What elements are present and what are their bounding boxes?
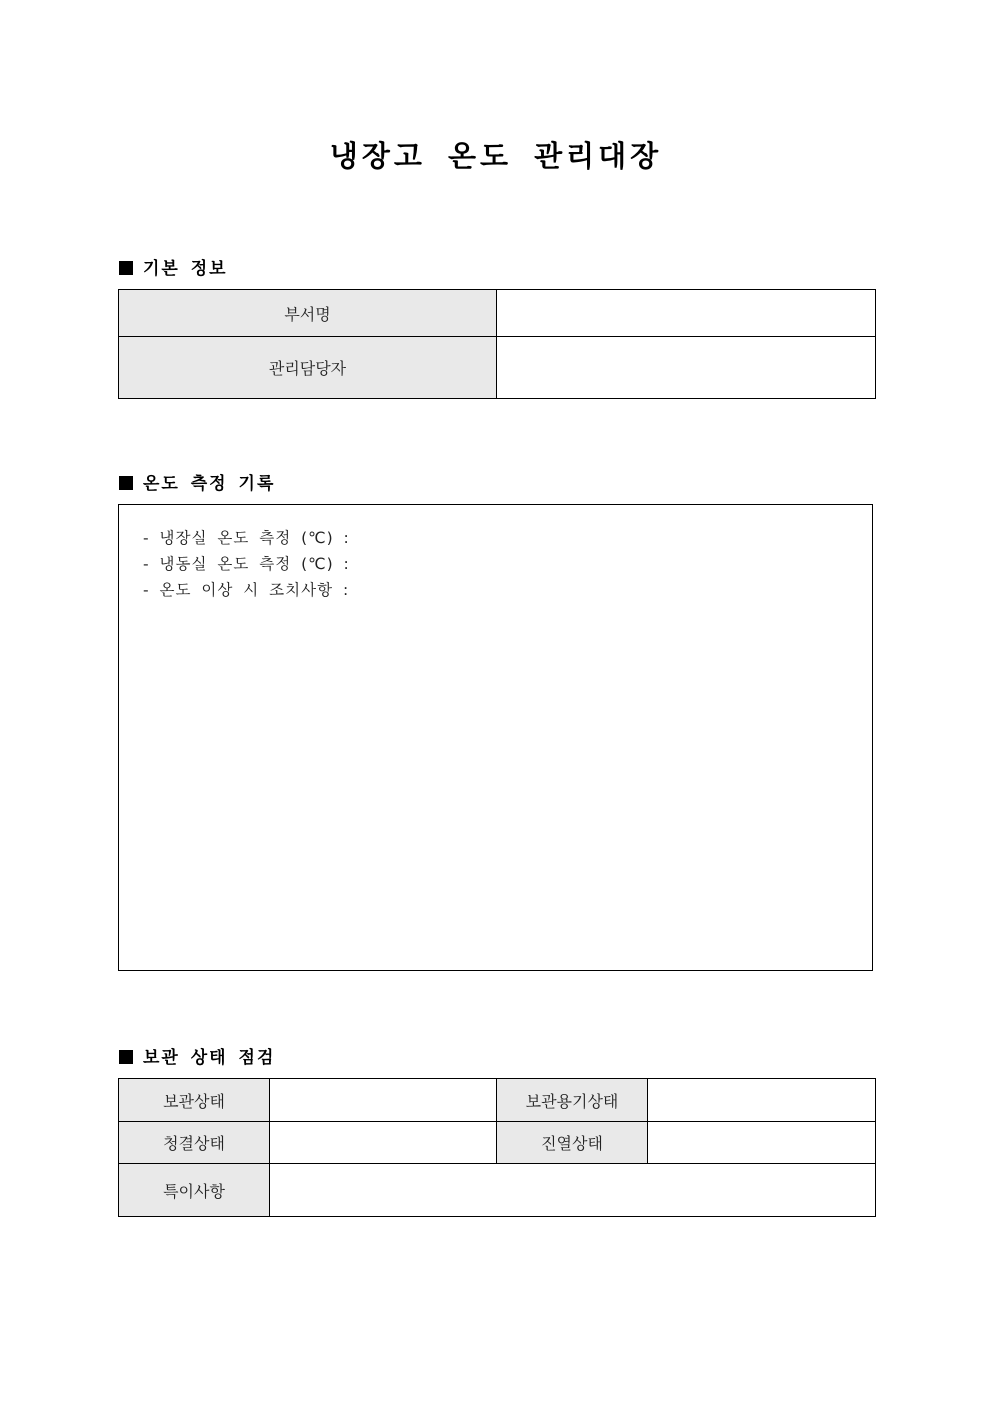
fridge-temperature-line: - 냉장실 온도 측정 (℃) : xyxy=(143,529,350,547)
container-status-label: 보관용기상태 xyxy=(497,1079,648,1122)
section-heading-text: 보관 상태 점검 xyxy=(143,1048,276,1068)
storage-status-field[interactable] xyxy=(270,1079,497,1122)
page-title: 냉장고 온도 관리대장 xyxy=(329,139,663,173)
storage-check-table xyxy=(118,1078,876,1217)
section-heading-storage-check xyxy=(119,1043,275,1068)
basic-info-table xyxy=(118,289,876,399)
abnormal-action-line: - 온도 이상 시 조치사항 : xyxy=(143,581,350,599)
square-bullet-icon xyxy=(119,261,133,275)
table-row xyxy=(119,290,876,337)
table-row xyxy=(119,337,876,399)
cleanliness-label: 청결상태 xyxy=(119,1122,270,1164)
table-row xyxy=(119,1164,876,1217)
square-bullet-icon xyxy=(119,476,133,490)
display-status-label: 진열상태 xyxy=(497,1122,648,1164)
container-status-field[interactable] xyxy=(648,1079,876,1122)
square-bullet-icon xyxy=(119,1050,133,1064)
storage-status-label: 보관상태 xyxy=(119,1079,270,1122)
section-heading-basic-info xyxy=(119,254,228,279)
remarks-label: 특이사항 xyxy=(119,1164,270,1217)
table-row xyxy=(119,1122,876,1164)
manager-field[interactable] xyxy=(497,337,876,399)
department-field[interactable] xyxy=(497,290,876,337)
temperature-record-lines xyxy=(143,525,350,603)
freezer-temperature-line: - 냉동실 온도 측정 (℃) : xyxy=(143,555,350,573)
remarks-field[interactable] xyxy=(270,1164,876,1217)
table-row xyxy=(119,1079,876,1122)
temperature-record-box[interactable] xyxy=(118,504,873,971)
cleanliness-field[interactable] xyxy=(270,1122,497,1164)
section-heading-text: 온도 측정 기록 xyxy=(143,474,276,494)
section-heading-temperature-record xyxy=(119,469,275,494)
manager-label: 관리담당자 xyxy=(119,337,497,399)
section-heading-text: 기본 정보 xyxy=(143,259,228,279)
department-label: 부서명 xyxy=(119,290,497,337)
display-status-field[interactable] xyxy=(648,1122,876,1164)
